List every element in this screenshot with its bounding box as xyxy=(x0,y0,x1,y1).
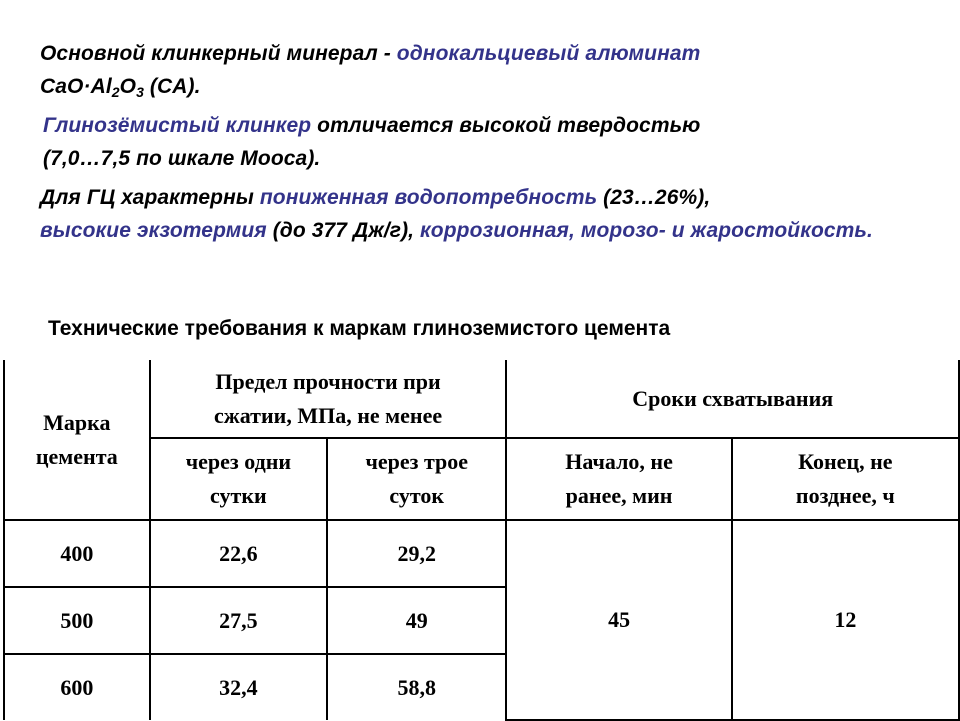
cell-strength-1-day: 32,4 xyxy=(150,654,327,720)
header-brand-line2: цемента xyxy=(35,443,118,469)
paragraph-hardness xyxy=(43,109,923,175)
formula-part: O xyxy=(119,75,137,98)
header-brand xyxy=(4,360,150,520)
text-highlight-clinker: Глинозёмистый клинкер xyxy=(43,114,312,137)
cell-setting-end: 12 xyxy=(732,520,959,720)
text-rest: (7,0…7,5 по шкале Мооса). xyxy=(43,147,321,170)
subheader-3-days-line2: суток xyxy=(389,483,445,508)
text-highlight-water-demand: пониженная водопотребность xyxy=(259,186,598,209)
cell-brand: 500 xyxy=(4,587,150,654)
table-row xyxy=(4,520,959,587)
requirements-table xyxy=(3,360,960,721)
table-title: Технические требования к маркам глиноземистого цемента xyxy=(48,317,671,340)
subheader-1-day xyxy=(150,438,327,520)
text-highlight-resistance: коррозионная, морозо- и жаростойкость. xyxy=(420,219,873,242)
subheader-start xyxy=(506,438,731,520)
header-strength xyxy=(150,360,507,438)
text-suffix: (CA). xyxy=(144,75,201,98)
subheader-end-line2: позднее, ч xyxy=(795,483,895,508)
header-row xyxy=(4,360,959,438)
subheader-3-days xyxy=(327,438,506,520)
subheader-1-day-line1: через одни xyxy=(185,449,292,474)
formula-part: CaO·Al xyxy=(40,75,112,98)
cell-strength-1-day: 27,5 xyxy=(150,587,327,654)
subheader-1-day-line2: сутки xyxy=(210,483,267,508)
subheader-start-line1: Начало, не xyxy=(565,449,673,474)
subheader-start-line2: ранее, мин xyxy=(565,483,673,508)
cell-strength-3-days: 49 xyxy=(327,587,506,654)
cell-strength-3-days: 58,8 xyxy=(327,654,506,720)
text-prefix: Для ГЦ характерны xyxy=(40,186,260,209)
cell-setting-start: 45 xyxy=(506,520,731,720)
paragraph-properties xyxy=(40,181,920,247)
text-mid: (23…26%), xyxy=(597,186,711,209)
header-strength-line2: сжатии, МПа, не менее xyxy=(214,402,443,428)
cell-strength-3-days: 29,2 xyxy=(327,520,506,587)
subheader-end-line1: Конец, не xyxy=(798,449,893,474)
header-setting: Сроки схватывания xyxy=(506,360,959,438)
text-highlight-mineral: однокальциевый алюминат xyxy=(396,42,701,65)
formula-subscript: 2 xyxy=(111,84,120,100)
text-mid: (до 377 Дж/г), xyxy=(266,219,421,242)
formula-subscript: 3 xyxy=(136,84,144,100)
text-rest: отличается высокой твердостью xyxy=(311,114,701,137)
cell-brand: 400 xyxy=(4,520,150,587)
header-brand-line1: Марка xyxy=(43,409,111,435)
header-strength-line1: Предел прочности при xyxy=(215,368,441,394)
paragraph-main-mineral xyxy=(40,37,920,103)
subheader-end xyxy=(732,438,959,520)
subheader-3-days-line1: через трое xyxy=(365,449,469,474)
text-prefix: Основной клинкерный минерал - xyxy=(40,42,397,65)
text-highlight-exotherm: высокие экзотермия xyxy=(40,219,267,242)
cell-brand: 600 xyxy=(4,654,150,720)
cell-strength-1-day: 22,6 xyxy=(150,520,327,587)
